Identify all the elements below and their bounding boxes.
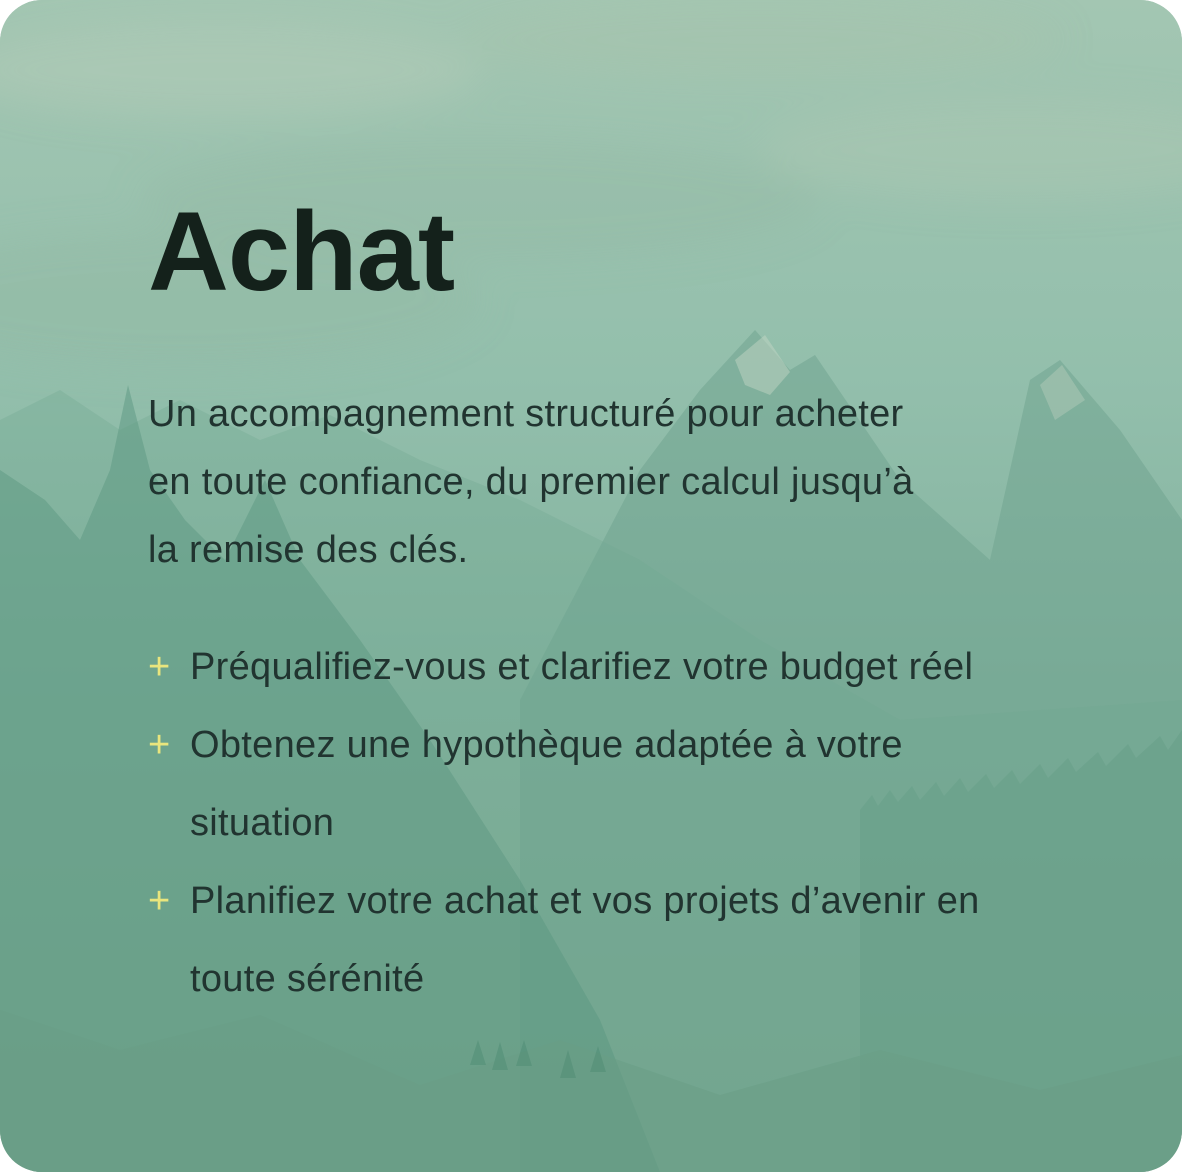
feature-item-text: Préqualifiez-vous et clarifiez votre budget réel: [190, 646, 974, 688]
plus-marker-icon: +: [148, 646, 171, 688]
feature-list: [148, 628, 1142, 1018]
plus-marker-icon: +: [148, 724, 171, 766]
list-item: [148, 628, 1142, 706]
list-item: [148, 706, 1142, 862]
feature-item-text: Planifiez votre achat et vos projets d’avenir en toute sérénité: [190, 880, 980, 1000]
page-title: Achat: [148, 189, 455, 314]
card-description: Un accompagnement structuré pour acheter en toute confiance, du premier calcul jusqu’à la remise des clés.: [148, 393, 914, 571]
plus-marker-icon: +: [148, 880, 171, 922]
list-item: [148, 862, 1142, 1018]
feature-item-text: Obtenez une hypothèque adaptée à votre situation: [190, 724, 903, 844]
